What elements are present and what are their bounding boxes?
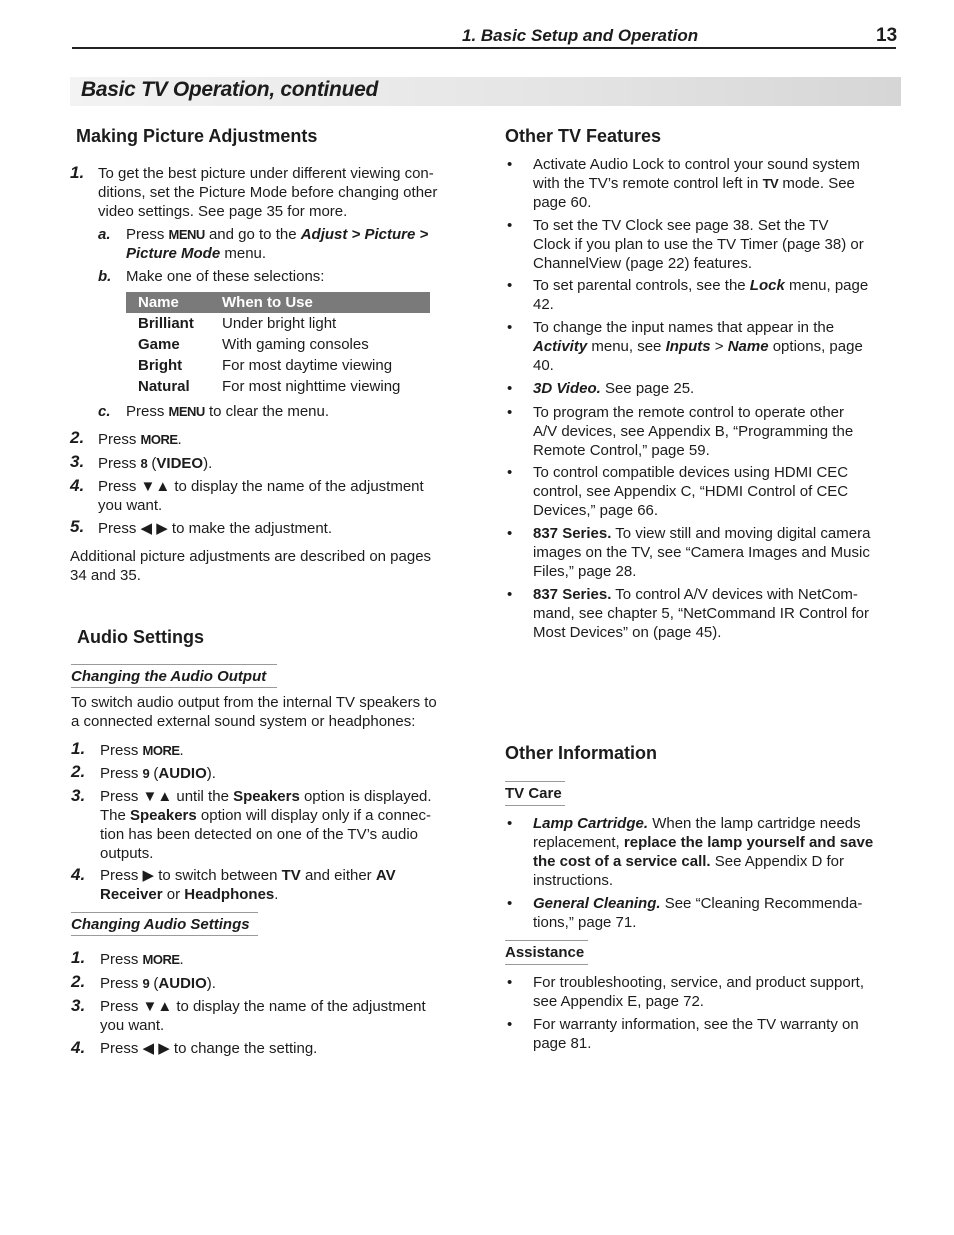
audio-settings-step2	[100, 974, 216, 993]
text: (	[149, 975, 159, 992]
bullet: •	[507, 525, 513, 542]
section-title: Basic TV Operation, continued	[81, 78, 379, 101]
text: or	[162, 886, 185, 903]
more-key: MORE	[142, 743, 180, 758]
step-number: 2.	[71, 972, 86, 991]
text: General Cleaning.	[533, 895, 661, 912]
step-number: 4.	[70, 476, 85, 495]
text: Press	[126, 403, 169, 420]
text-line: see Appendix E, page 72.	[533, 993, 704, 1010]
picture-step1a	[126, 225, 428, 263]
text: To view still and moving digital camera	[611, 525, 871, 542]
menu-key: MENU	[168, 227, 205, 242]
picture-mode-table	[126, 292, 430, 397]
mode-use: Under bright light	[222, 315, 337, 332]
assistance-subheading: Assistance	[505, 940, 588, 965]
table-header: When to Use	[210, 292, 430, 313]
step-number: 4.	[71, 1038, 86, 1057]
picture-step3	[98, 454, 212, 473]
picture-additional	[70, 547, 431, 585]
assistance-warranty	[533, 1015, 859, 1053]
page-number: 13	[876, 25, 898, 46]
text: with the TV’s remote control left in	[533, 175, 763, 192]
text: option is displayed.	[299, 788, 432, 805]
audio-intro	[71, 693, 437, 731]
audio-settings-step4: Press ◀ ▶ to change the setting.	[100, 1040, 318, 1057]
text: (	[149, 765, 159, 782]
step-number: 1.	[71, 739, 86, 758]
audio-output-step3	[100, 787, 432, 863]
feature-audio-lock	[533, 155, 860, 212]
mode-use: For most daytime viewing	[222, 357, 393, 374]
substep-letter: c.	[98, 403, 111, 420]
feature-3d-video	[533, 379, 694, 398]
bullet: •	[507, 1016, 513, 1033]
text: 837 Series.	[533, 525, 612, 542]
text-line: Remote Control,” page 59.	[533, 442, 710, 459]
text: Name	[727, 338, 769, 355]
text: The	[100, 807, 131, 824]
text-line: ChannelView (page 22) features.	[533, 255, 753, 272]
feature-camera	[533, 524, 870, 581]
text-line: To set the TV Clock see page 38. Set the TV	[533, 217, 829, 234]
text-line: instructions.	[533, 872, 614, 889]
mode-name: Natural	[138, 378, 190, 395]
table-row	[126, 355, 430, 376]
text-line: A/V devices, see Appendix B, “Programming the	[533, 423, 854, 440]
text: menu, see	[587, 338, 666, 355]
text: 3D Video.	[533, 380, 601, 397]
assistance-support	[533, 973, 864, 1011]
bullet: •	[507, 404, 513, 421]
more-key: MORE	[140, 432, 178, 447]
text: Headphones	[184, 886, 275, 903]
text-line: Devices,” page 66.	[533, 502, 659, 519]
feature-input-names	[533, 318, 863, 375]
picture-step4	[98, 477, 424, 515]
text-line: you want.	[98, 497, 163, 514]
text-line: Files,” page 28.	[533, 563, 637, 580]
text-line: video settings. See page 35 for more.	[98, 203, 348, 220]
text: Speakers	[130, 807, 197, 824]
feature-parental	[533, 276, 868, 314]
text-line: tion has been detected on one of the TV’s audio	[100, 826, 419, 843]
audio-output-step4	[100, 866, 396, 904]
text: Press	[100, 975, 143, 992]
mode-use: With gaming consoles	[222, 336, 369, 353]
mode-name: Brilliant	[138, 315, 194, 332]
picture-step1	[98, 164, 437, 221]
text: Press	[100, 765, 143, 782]
text-line: control, see Appendix C, “HDMI Control of CEC	[533, 483, 849, 500]
text-line: outputs.	[100, 845, 154, 862]
text-line: page 81.	[533, 1035, 592, 1052]
text: When the lamp cartridge needs	[648, 815, 861, 832]
text: Press	[100, 742, 143, 759]
more-key: MORE	[142, 952, 180, 967]
text: Press ▼▲ until the	[100, 788, 234, 805]
text-line: tions,” page 71.	[533, 914, 637, 931]
text-line: To switch audio output from the internal TV speakers to	[71, 694, 437, 711]
substep-letter: a.	[98, 226, 111, 243]
general-cleaning	[533, 894, 862, 932]
feature-remote	[533, 403, 853, 460]
running-header: 1. Basic Setup and Operation	[462, 26, 699, 45]
table-row	[126, 376, 430, 397]
bullet: •	[507, 277, 513, 294]
text: AUDIO	[158, 765, 207, 782]
text: Press	[126, 226, 169, 243]
step-number: 3.	[71, 786, 86, 805]
table-row	[126, 334, 430, 355]
text-line: Additional picture adjustments are described on pages	[70, 548, 432, 565]
header-rule	[72, 47, 896, 49]
text: Lock	[749, 277, 785, 294]
audio-output-step2	[100, 764, 216, 783]
menu-path: Picture Mode	[126, 245, 221, 262]
text: .	[274, 886, 279, 903]
step-number: 4.	[71, 865, 86, 884]
text-line: a connected external sound system or headphones:	[71, 713, 416, 730]
text: VIDEO	[156, 455, 204, 472]
text: See “Cleaning Recommenda-	[660, 895, 863, 912]
text-line: For troubleshooting, service, and product support,	[533, 974, 865, 991]
text: 837 Series.	[533, 586, 612, 603]
substep-letter: b.	[98, 268, 112, 285]
text: See page 25.	[600, 380, 695, 397]
mode-name: Bright	[138, 357, 183, 374]
bullet: •	[507, 464, 513, 481]
feature-netcommand	[533, 585, 869, 642]
text: options, page	[768, 338, 863, 355]
step-number: 1.	[71, 948, 86, 967]
text-line: 40.	[533, 357, 554, 374]
text-line: Activate Audio Lock to control your sound system	[533, 156, 860, 173]
text: Press	[98, 431, 141, 448]
text: TV	[281, 867, 301, 884]
other-info-heading: Other Information	[505, 743, 657, 763]
bullet: •	[507, 156, 513, 173]
feature-hdmi-cec	[533, 463, 848, 520]
tv-care-subheading: TV Care	[505, 781, 565, 806]
tv-key: TV	[762, 176, 779, 191]
text: AUDIO	[158, 975, 207, 992]
text: See Appendix D for	[710, 853, 845, 870]
text-line: Press ▼▲ to display the name of the adjustment	[100, 998, 426, 1015]
text: the cost of a service call.	[533, 853, 711, 870]
text-line: mand, see chapter 5, “NetCommand IR Control for	[533, 605, 869, 622]
lamp-cartridge	[533, 814, 873, 890]
text: menu, page	[784, 277, 869, 294]
other-features-heading: Other TV Features	[505, 126, 662, 146]
text: To set parental controls, see the	[533, 277, 750, 294]
number-key: 9	[142, 976, 150, 991]
bullet: •	[507, 974, 513, 991]
bullet: •	[507, 380, 513, 397]
audio-settings-step1	[100, 950, 184, 969]
step-number: 3.	[70, 452, 85, 471]
text: replacement,	[533, 834, 624, 851]
audio-settings-subheading: Changing Audio Settings	[71, 912, 258, 936]
text-line: 34 and 35.	[70, 567, 141, 584]
text: and either	[300, 867, 376, 884]
text-line: Clock if you plan to use the TV Timer (page 38) or	[533, 236, 864, 253]
text-line: To program the remote control to operate other	[533, 404, 845, 421]
mode-name: Game	[138, 336, 180, 353]
text: Press	[100, 951, 143, 968]
feature-tv-clock	[533, 216, 864, 273]
text: option will display only if a connec-	[196, 807, 432, 824]
audio-settings-step3	[100, 997, 426, 1035]
text: (	[147, 455, 157, 472]
text-line: 42.	[533, 296, 554, 313]
text: .	[177, 431, 182, 448]
text: To control A/V devices with NetCom-	[611, 586, 858, 603]
text: mode. See	[778, 175, 855, 192]
text-line: you want.	[100, 1017, 165, 1034]
number-key: 8	[140, 456, 148, 471]
picture-step1b: Make one of these selections:	[126, 268, 325, 285]
text: .	[179, 742, 184, 759]
step-number: 1.	[70, 163, 85, 182]
text: AV	[375, 867, 396, 884]
text: ).	[206, 765, 216, 782]
picture-step2	[98, 430, 182, 449]
text: Receiver	[100, 886, 163, 903]
text: Activity	[533, 338, 588, 355]
number-key: 9	[142, 766, 150, 781]
bullet: •	[507, 815, 513, 832]
bullet: •	[507, 319, 513, 336]
text: Speakers	[233, 788, 300, 805]
step-number: 2.	[71, 762, 86, 781]
text-line: page 60.	[533, 194, 592, 211]
text-line: To get the best picture under different viewing con-	[98, 165, 434, 182]
text: >	[710, 338, 728, 355]
text: .	[179, 951, 184, 968]
bullet: •	[507, 217, 513, 234]
audio-heading: Audio Settings	[77, 627, 204, 647]
menu-key: MENU	[168, 404, 205, 419]
text-line: To control compatible devices using HDMI CEC	[533, 464, 849, 481]
text-line: ditions, set the Picture Mode before changing other	[98, 184, 438, 201]
text-line: Press ▼▲ to display the name of the adjustment	[98, 478, 424, 495]
text: Press ▶ to switch between	[100, 867, 282, 884]
section-banner	[70, 77, 901, 106]
audio-output-step1	[100, 741, 184, 760]
text: to clear the menu.	[204, 403, 330, 420]
menu-path: Adjust > Picture >	[300, 226, 429, 243]
audio-output-subheading: Changing the Audio Output	[71, 664, 277, 688]
text: menu.	[220, 245, 267, 262]
table-row	[126, 313, 430, 334]
text-line: Most Devices” on (page 45).	[533, 624, 722, 641]
text: Inputs	[665, 338, 711, 355]
text: and go to the	[204, 226, 301, 243]
text: ).	[206, 975, 216, 992]
picture-heading: Making Picture Adjustments	[76, 126, 318, 146]
text-line: To change the input names that appear in the	[533, 319, 835, 336]
picture-step1c	[126, 402, 329, 421]
step-number: 3.	[71, 996, 86, 1015]
picture-step5: Press ◀ ▶ to make the adjustment.	[98, 520, 333, 537]
text: replace the lamp yourself and save	[623, 834, 874, 851]
mode-use: For most nighttime viewing	[222, 378, 401, 395]
step-number: 2.	[70, 428, 85, 447]
text: Press	[98, 455, 141, 472]
text: Lamp Cartridge.	[533, 815, 649, 832]
text-line: For warranty information, see the TV warranty on	[533, 1016, 859, 1033]
text: ).	[203, 455, 213, 472]
bullet: •	[507, 895, 513, 912]
step-number: 5.	[70, 517, 85, 536]
table-header: Name	[126, 292, 210, 313]
bullet: •	[507, 586, 513, 603]
text-line: images on the TV, see “Camera Images and Music	[533, 544, 870, 561]
